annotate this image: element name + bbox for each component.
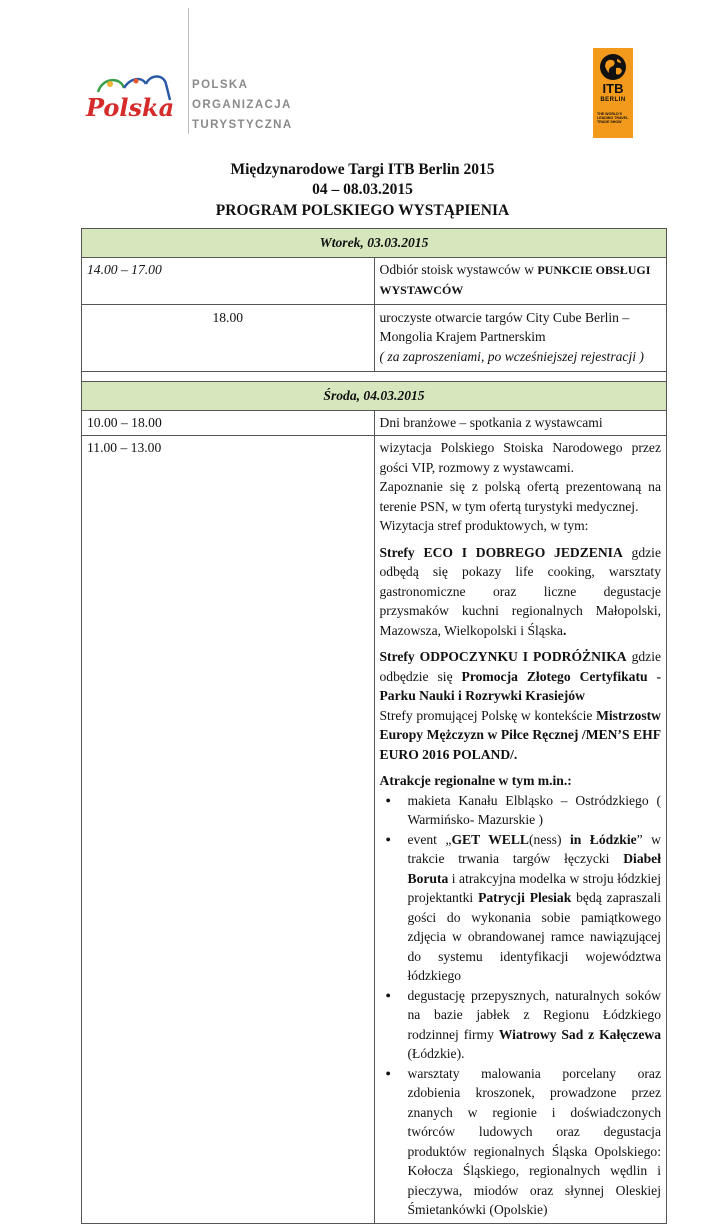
b2-i: będą zapraszali gości do wykonania sobie pamiątkowego zdjęcia w obrandowanej ramce nawiązującej do systemu identyfikacji województwa łódzkiego [407, 890, 661, 983]
svg-text:Polska: Polska [86, 93, 175, 122]
time-cell: 18.00 [82, 304, 375, 372]
rest-zone-promo: Promocja Złotego Certyfikatu - Parku Nauki i Rozrywki Krasiejów [379, 668, 661, 703]
b3-a: degustację przepysznych, naturalnych soków na bazie jabłek z Regionu Łódzkiego rodzinnej firmy [407, 987, 661, 1042]
b2-a: event „ [407, 831, 452, 847]
b2-b: GET WELL [451, 831, 529, 847]
eco-zone-name: Strefy ECO I DOBREGO JEDZENIA [379, 544, 623, 560]
time-cell: 10.00 – 18.00 [82, 410, 375, 436]
rest-zone-text: gdzie odbędzie się [379, 649, 662, 684]
event-location: PUNKCIE OBSŁUGI WYSTAWCÓW [379, 262, 651, 297]
visit-text: wizytacja Polskiego Stoiska Narodowego przez gości VIP, rozmowy z wystawcami. [379, 440, 661, 475]
attractions-heading-text: Atrakcje regionalne w tym m.in.: [379, 773, 572, 788]
document-dates: 04 – 08.03.2015 [312, 181, 413, 198]
itb-berlin-logo [593, 48, 633, 138]
b2-d: in Łódzkie [569, 831, 637, 847]
itb-name: ITB [602, 81, 624, 96]
promo-zone-text: Strefy promującej Polskę w kontekście [379, 707, 597, 723]
offer-text: Zapoznanie się z polską ofertą prezentowaną na terenie PSN, w tym ofertą turystyki medycznej. [379, 479, 661, 514]
event-text: Odbiór stoisk wystawców w [379, 261, 538, 277]
b3-c: (Łódzkie). [407, 1046, 465, 1061]
eco-zone-paragraph [380, 543, 662, 641]
day-header-row [82, 229, 667, 258]
itb-tagline-2: LEADING TRAVEL [597, 116, 629, 121]
table-row [82, 257, 667, 304]
itb-tagline-3: TRADE SHOW [597, 120, 622, 125]
zones-intro: Wizytacja stref produktowych, w tym: [379, 518, 589, 533]
eco-zone-text: gdzie odbędą się pokazy life cooking, warsztaty gastronomiczne oraz liczne degustacje przysmaków kuchni regionalnych Małopolski, Mazowsza, Wielkopolski i Śląska [379, 544, 661, 638]
b2-f: Diabeł Boruta [407, 851, 661, 886]
program-table [81, 228, 667, 1224]
event-cell [374, 304, 667, 372]
spacer-row [82, 372, 667, 382]
eco-zone-end: . [562, 622, 567, 638]
event-note: ( za zaproszeniami, po wcześniejszej rejestracji ) [379, 348, 644, 364]
pot-line-1: POLSKA [192, 79, 249, 91]
time-cell: 11.00 – 13.00 [82, 436, 375, 1224]
list-item: ● makieta Kanału Elbląsko – Ostródzkiego ( Warmińsko- Mazurskie ) [408, 791, 662, 830]
promo-zone-paragraph [380, 706, 662, 765]
event-text: uroczyste otwarcie targów City Cube Berlin – Mongolia Krajem Partnerskim [379, 309, 630, 344]
b2-c: (ness) [529, 831, 570, 847]
rest-zone-name: Strefy ODPOCZYNKU I PODRÓŻNIKA [379, 649, 627, 664]
pot-organization-name [192, 75, 293, 135]
rest-zone-paragraph [380, 647, 662, 706]
event-cell [374, 436, 667, 1224]
pot-line-3: TURYSTYCZNA [192, 119, 293, 131]
list-item [408, 986, 662, 1064]
itb-tagline [597, 112, 631, 125]
b3-b: Wiatrowy Sad z Kałęczewa [498, 1026, 661, 1042]
globe-icon [598, 52, 628, 82]
list-item [408, 830, 662, 986]
b2-e: ” w trakcie trwania targów łęczycki [407, 831, 661, 866]
itb-tagline-1: THE WORLD'S [597, 112, 623, 116]
day-header-tuesday: Wtorek, 03.03.2015 [82, 229, 667, 258]
spacer-cell [82, 372, 667, 382]
document-subtitle: PROGRAM POLSKIEGO WYSTĄPIENIA [215, 202, 510, 219]
attractions-list [380, 791, 662, 1220]
itb-city: BERLIN [600, 97, 626, 103]
event-cell: Dni branżowe – spotkania z wystawcami [374, 410, 667, 436]
document-title: Międzynarodowe Targi ITB Berlin 2015 [230, 161, 495, 178]
list-item: ● warsztaty malowania porcelany oraz zdobienia kroszonek, prowadzone przez znanych w regionie i doświadczonych twórców ludowych oraz degustacja produktów regionalnych Śląska Opolskiego: Kołocza Śląskiego, regionalnych wędlin i pieczywa, miodów oraz słynnej Oleskiej Śmietankówki (Opolskie) [408, 1064, 662, 1220]
attractions-heading [380, 771, 662, 791]
time-cell: 14.00 – 17.00 [82, 257, 375, 304]
event-cell [374, 257, 667, 304]
table-row [82, 304, 667, 372]
header-divider [188, 8, 189, 134]
table-row [82, 410, 667, 436]
day-header-row [82, 382, 667, 411]
b2-h: Patrycji Plesiak [478, 890, 572, 905]
day-header-wednesday: Środa, 04.03.2015 [82, 382, 667, 411]
b2-g: i atrakcyjna modelka w stroju łódzkiej projektantki [407, 870, 661, 905]
promo-zone-event: Mistrzostw Europy Mężczyzn w Piłce Ręcznej /MEN’S EHF EURO 2016 POLAND/. [379, 707, 661, 762]
polska-logo [80, 70, 180, 130]
table-row [82, 436, 667, 1224]
pot-line-2: ORGANIZACJA [192, 99, 292, 111]
